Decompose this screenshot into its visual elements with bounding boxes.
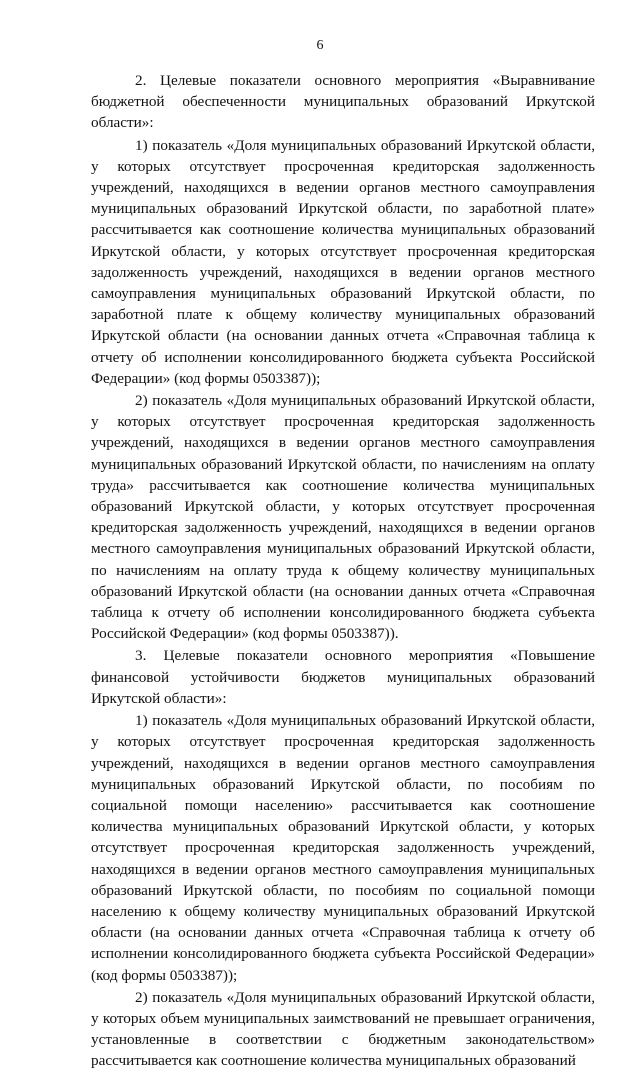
paragraph-indicator-1-salary: 1) показатель «Доля муниципальных образований Иркутской области, у которых отсутствует просроченная кредиторская задолженность учреждений, находящихся в ведении органов местного самоуправления муниципальных образований Иркутской области, по заработной плате» рассчитывается как соотношение количества муниципальных образований Иркутской области, у которых отсутствует просроченная кредиторская задолженность учреждений, находящихся в ведении органов местного самоуправления муниципальных образований Иркутской области, по заработной плате к общему количеству муниципальных образований Иркутской области (на основании данных отчета «Справочная таблица к отчету об исполнении консолидированного бюджета субъекта Российской Федерации» (код формы 0503387)); [91, 136, 595, 387]
document-body [91, 70, 595, 1072]
page-number: 6 [316, 38, 324, 53]
paragraph-section-2-heading: 2. Целевые показатели основного мероприятия «Выравнивание бюджетной обеспеченности муниципальных образований Иркутской области»: [91, 72, 595, 132]
paragraph-section-3-heading: 3. Целевые показатели основного мероприятия «Повышение финансовой устойчивости бюджетов муниципальных образований Иркутской области»: [91, 647, 595, 707]
paragraph-indicator-2-borrowings: 2) показатель «Доля муниципальных образований Иркутской области, у которых объем муниципальных заимствований не превышает ограничения, установленные в соответствии с бюджетным законодательством» рассчитывается как соотношение количества муниципальных образований [91, 988, 595, 1070]
paragraph-indicator-2-labor-charges: 2) показатель «Доля муниципальных образований Иркутской области, у которых отсутствует просроченная кредиторская задолженность учреждений, находящихся в ведении органов местного самоуправления муниципальных образований Иркутской области, по начислениям на оплату труда» рассчитывается как соотношение количества муниципальных образований Иркутской области, у которых отсутствует просроченная кредиторская задолженность учреждений, находящихся в ведении органов местного самоуправления муниципальных образований Иркутской области, по начислениям на оплату труда к общему количеству муниципальных образований Иркутской области (на основании данных отчета «Справочная таблица к отчету об исполнении консолидированного бюджета субъекта Российской Федерации» (код формы 0503387)). [91, 392, 595, 643]
paragraph-indicator-1-social-benefits: 1) показатель «Доля муниципальных образований Иркутской области, у которых отсутствует просроченная кредиторская задолженность учреждений, находящихся в ведении органов местного самоуправления муниципальных образований Иркутской области, по пособиям по социальной помощи населению» рассчитывается как соотношение количества муниципальных образований Иркутской области, у которых отсутствует просроченная кредиторская задолженность учреждений, находящихся в ведении органов местного самоуправления муниципальных образований Иркутской области, по пособиям по социальной помощи населению к общему количеству муниципальных образований Иркутской области (на основании данных отчета «Справочная таблица к отчету об исполнении консолидированного бюджета субъекта Российской Федерации» (код формы 0503387)); [91, 712, 595, 984]
